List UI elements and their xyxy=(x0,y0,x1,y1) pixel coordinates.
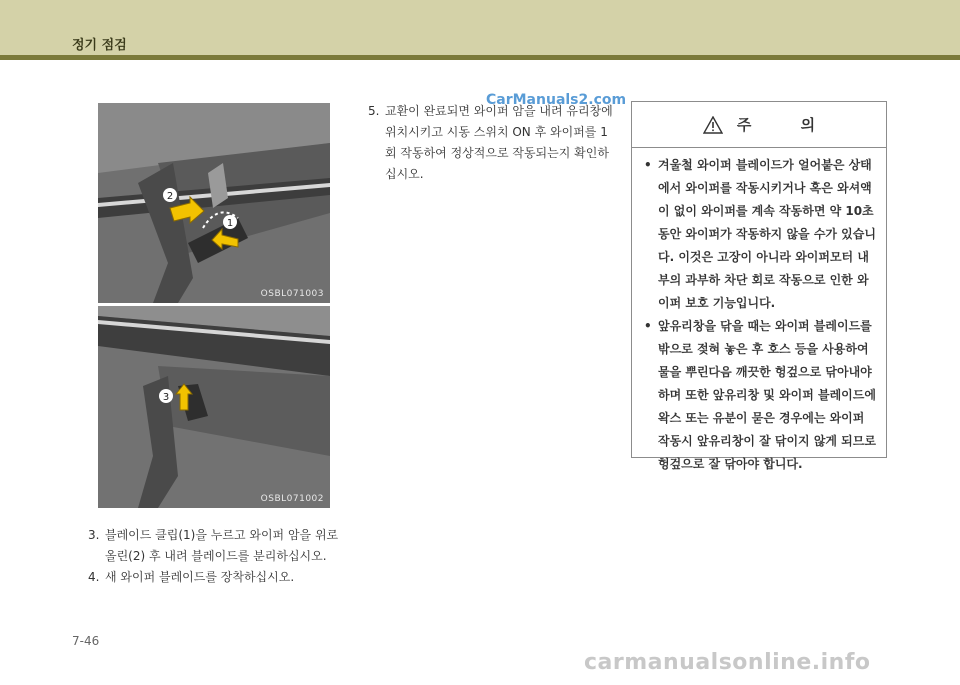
callout-1: 1 xyxy=(226,218,234,229)
step-number: 3. xyxy=(88,528,100,542)
step-4 xyxy=(88,567,348,588)
callout-3: 3 xyxy=(162,392,170,403)
bullet-icon: • xyxy=(644,158,652,172)
step-text: 블레이드 클립(1)을 누르고 와이퍼 암을 위로 올린(2) 후 내려 블레이드를 분리하십시오. xyxy=(105,528,339,563)
caution-item xyxy=(644,315,876,476)
step-3 xyxy=(88,525,348,567)
header-band xyxy=(0,0,960,55)
callout-2: 2 xyxy=(166,191,174,202)
caution-title: 주 의 xyxy=(736,116,838,134)
steps-left xyxy=(88,525,348,588)
step-5 xyxy=(368,101,618,185)
figure-code-1: OSBL071003 xyxy=(260,289,324,299)
watermark-top: CarManuals2.com xyxy=(486,92,627,108)
steps-right xyxy=(368,101,618,185)
step-number: 5. xyxy=(368,104,380,118)
step-number: 4. xyxy=(88,570,100,584)
caution-box xyxy=(631,101,887,471)
caution-item xyxy=(644,154,876,315)
figure-code-2: OSBL071002 xyxy=(260,494,324,504)
page-number: 7-46 xyxy=(72,634,100,648)
wiper-illustration-2 xyxy=(98,306,330,508)
caution-item-text: 겨울철 와이퍼 블레이드가 얼어붙은 상태에서 와이퍼를 작동시키거나 혹은 와셔액이 없이 와이퍼를 계속 작동하면 약 10초동안 와이퍼가 작동하지 않을 수가 있습니다. 이것은 고장이 아니라 와이퍼모터 내부의 과부하 차단 회로 작동으로 인한 와이퍼 보호 기능입니다. xyxy=(658,158,876,310)
caution-item-text: 앞유리창을 닦을 때는 와이퍼 블레이드를 밖으로 젖혀 놓은 후 호스 등을 사용하여 물을 뿌린다음 깨끗한 헝겊으로 닦아내야 하며 또한 앞유리창 및 와이퍼 블레이드에 왁스 또는 유분이 묻은 경우에는 와이퍼 작동시 앞유리창이 잘 닦이지 않게 되므로 헝겊으로 잘 닦아야 합니다. xyxy=(658,319,876,471)
step-text: 교환이 완료되면 와이퍼 암을 내려 유리창에 위치시키고 시동 스위치 ON 후 와이퍼를 1회 작동하여 정상적으로 작동되는지 확인하십시오. xyxy=(385,104,613,181)
wiper-illustration-1 xyxy=(98,103,330,303)
caution-header xyxy=(632,102,886,148)
bullet-icon: • xyxy=(644,319,652,333)
section-title: 정기 점검 xyxy=(72,38,127,53)
figure-wiper-blade-remove xyxy=(98,306,330,508)
watermark-bottom: carmanualsonline.info xyxy=(584,650,871,675)
warning-triangle-icon xyxy=(703,116,723,134)
step-text: 새 와이퍼 블레이드를 장착하십시오. xyxy=(105,570,295,584)
caution-list xyxy=(632,148,886,476)
header-rule xyxy=(0,55,960,60)
figure-wiper-clip-release xyxy=(98,103,330,303)
